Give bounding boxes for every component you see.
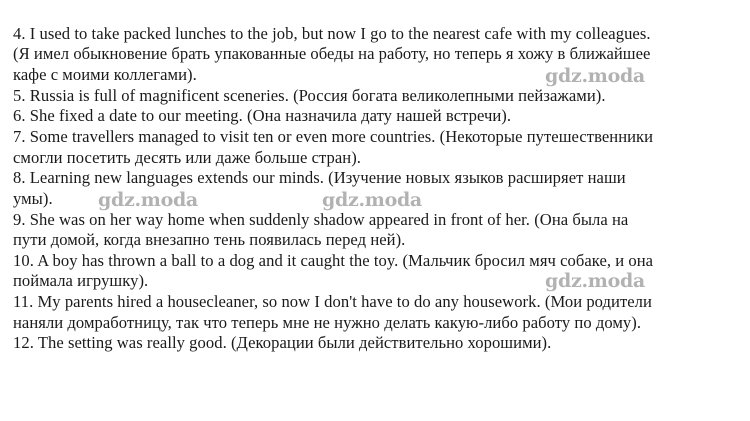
watermark: gdz.moda (98, 189, 198, 211)
sentence-4-line-1 (13, 24, 651, 44)
sentence-6-line-1 (13, 106, 511, 126)
sentence-4-number: 4. (13, 24, 26, 43)
sentence-11-line-2: наняли домработницу, так что теперь мне не нужно делать какую-либо работу по дому). (13, 313, 642, 332)
sentence-10-number: 10. (13, 251, 34, 270)
sentence-8-line-2: умы). (13, 189, 53, 208)
sentence-9-text-1: She was on her way home when suddenly shadow appeared in front of her. (Она была на (29, 210, 629, 229)
sentence-10-line-2: поймала игрушку). (13, 271, 149, 290)
sentence-12-text-1: The setting was really good. (Декорации были действительно хорошими). (37, 333, 552, 352)
sentence-10-text-1: A boy has thrown a ball to a dog and it caught the toy. (Мальчик бросил мяч собаке, и она (37, 251, 654, 270)
sentence-7-number: 7. (13, 127, 26, 146)
watermark: gdz.moda (545, 65, 645, 87)
sentence-4-text-1: I used to take packed lunches to the job, but now I go to the nearest cafe with my colleagues. (29, 24, 651, 43)
sentence-8-text-1: Learning new languages extends our minds. (Изучение новых языков расширяет наши (29, 168, 626, 187)
watermark: gdz.moda (322, 189, 422, 211)
sentence-6-text-1: She fixed a date to our meeting. (Она назначила дату нашей встречи). (29, 106, 512, 125)
sentence-8-number: 8. (13, 168, 26, 187)
sentence-4-line-3: кафе с моими коллегами). (13, 65, 197, 84)
sentence-6-number: 6. (13, 106, 26, 125)
sentence-10-line-1 (13, 251, 653, 271)
sentence-11-number: 11. (13, 292, 34, 311)
sentence-12-number: 12. (13, 333, 34, 352)
watermark: gdz.moda (545, 270, 645, 292)
sentence-5-text-1: Russia is full of magnificent sceneries. (Россия богата великолепными пейзажами). (29, 86, 606, 105)
sentence-7-text-1: Some travellers managed to visit ten or even more countries. (Некоторые путешественники (29, 127, 654, 146)
sentence-9-line-2: пути домой, когда внезапно тень появилась перед ней). (13, 230, 406, 249)
sentence-5-number: 5. (13, 86, 26, 105)
sentence-11-line-1 (13, 292, 652, 312)
sentence-4-line-2: (Я имел обыкновение брать упакованные обеды на работу, но теперь я хожу в ближайшее (13, 44, 651, 63)
sentence-7-line-1 (13, 127, 653, 147)
sentence-7-line-2: смогли посетить десять или даже больше стран). (13, 148, 361, 167)
sentence-9-number: 9. (13, 210, 26, 229)
sentence-11-text-1: My parents hired a housecleaner, so now I don't have to do any housework. (Мои родители (37, 292, 652, 311)
sentence-9-line-1 (13, 210, 628, 230)
sentence-5-line-1 (13, 86, 606, 106)
sentence-8-line-1 (13, 168, 626, 188)
sentence-12-line-1 (13, 333, 551, 353)
